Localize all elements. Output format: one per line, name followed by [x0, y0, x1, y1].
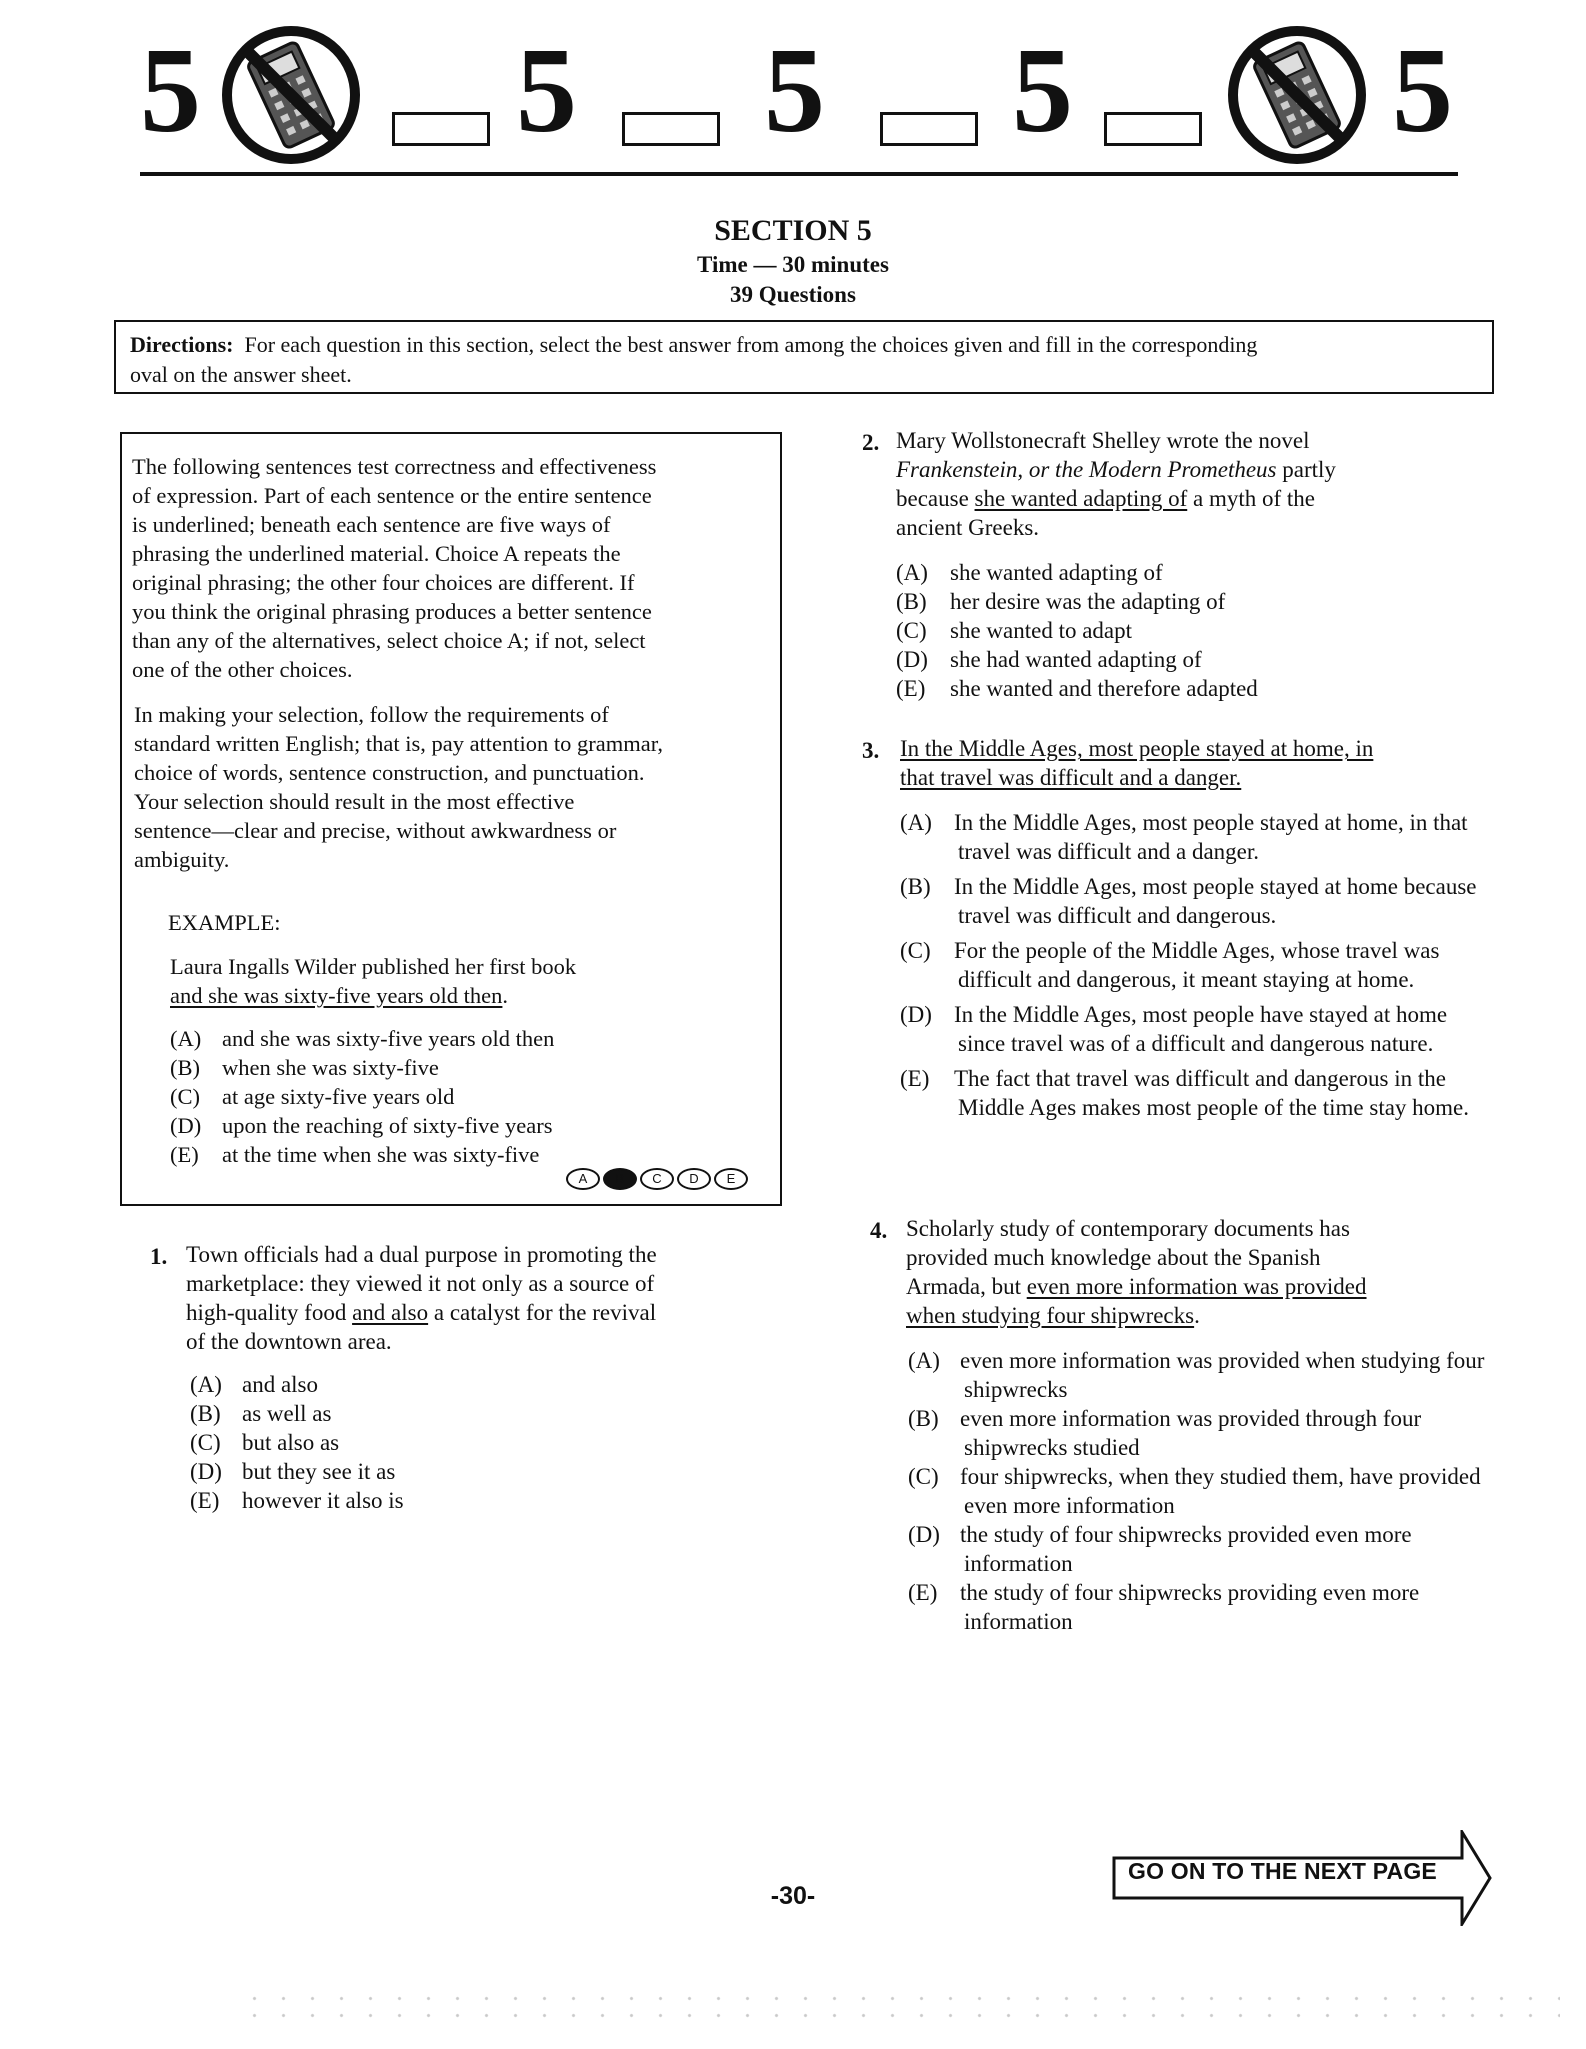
section-question-count: 39 Questions — [730, 282, 856, 307]
question-underlined: she wanted adapting of — [974, 486, 1188, 511]
instructions-paragraph-1 — [132, 452, 656, 684]
novel-title: Frankenstein, or the Modern Prometheus — [896, 457, 1277, 482]
choice-text: the study of four shipwrecks provided even more information — [960, 1522, 1412, 1576]
answer-choice — [900, 1000, 1500, 1058]
instructions-line: you think the original phrasing produces a better sentence — [132, 599, 652, 624]
example-label: EXAMPLE: — [168, 910, 281, 935]
choice-text: but they see it as — [242, 1459, 396, 1484]
choice-label: (A) — [900, 810, 932, 835]
question-text-part: . — [1194, 1303, 1200, 1328]
choice-text: she wanted adapting of — [950, 560, 1163, 585]
choice-text: The fact that travel was difficult and dangerous in the Middle Ages makes most people of the time stay home. — [954, 1066, 1470, 1120]
choice-text: even more information was provided when studying four shipwrecks — [960, 1348, 1485, 1402]
question-text-part: Armada, but — [906, 1274, 1027, 1299]
choice-label: (C) — [908, 1464, 939, 1489]
answer-choice — [908, 1404, 1508, 1462]
choice-label: (B) — [190, 1401, 221, 1426]
choice-label: (E) — [908, 1580, 938, 1605]
choice-label: (C) — [170, 1084, 200, 1109]
choice-label: (B) — [896, 589, 927, 614]
choice-label: (C) — [190, 1430, 221, 1455]
question-underlined: In the Middle Ages, most people stayed at home, in — [900, 736, 1374, 761]
answer-choice — [190, 1428, 404, 1457]
question-line: Mary Wollstonecraft Shelley wrote the novel — [896, 428, 1310, 453]
answer-choice — [896, 558, 1258, 587]
choice-label: (A) — [170, 1026, 202, 1051]
question-line: Town officials had a dual purpose in promoting the — [186, 1242, 657, 1267]
no-calculator-icon — [216, 20, 366, 170]
section-time: Time — 30 minutes — [697, 252, 889, 277]
choice-text: her desire was the adapting of — [950, 589, 1226, 614]
choice-text: For the people of the Middle Ages, whose travel was difficult and dangerous, it meant staying at home. — [954, 938, 1440, 992]
question-line: of the downtown area. — [186, 1329, 392, 1354]
example-choice — [170, 1140, 554, 1169]
choice-label: (D) — [190, 1459, 222, 1484]
choice-label: (D) — [170, 1113, 202, 1138]
question-1-number: 1. — [150, 1244, 168, 1269]
question-line: marketplace: they viewed it not only as a source of — [186, 1271, 655, 1296]
banner-box-3 — [880, 112, 978, 146]
choice-text: she wanted to adapt — [950, 618, 1133, 643]
instructions-line: of expression. Part of each sentence or the entire sentence — [132, 483, 652, 508]
instructions-line: In making your selection, follow the requirements of — [134, 702, 609, 727]
example-choice — [170, 1082, 554, 1111]
question-2-number: 2. — [862, 430, 880, 455]
example-choice — [170, 1111, 554, 1140]
answer-oval-c: C — [640, 1168, 674, 1190]
answer-choice — [900, 936, 1500, 994]
choice-text: four shipwrecks, when they studied them, have provided even more information — [960, 1464, 1481, 1518]
choice-text: and also — [242, 1372, 319, 1397]
answer-choice — [190, 1486, 404, 1515]
example-choice — [170, 1024, 554, 1053]
answer-choice — [896, 616, 1258, 645]
question-4-text — [906, 1214, 1367, 1330]
question-3-choices — [900, 808, 1500, 1122]
choice-text: even more information was provided through four shipwrecks studied — [960, 1406, 1422, 1460]
instructions-line: one of the other choices. — [132, 657, 353, 682]
example-period: . — [502, 983, 509, 1008]
answer-choice — [896, 645, 1258, 674]
choice-text: as well as — [242, 1401, 332, 1426]
section-number-5: 5 — [1392, 23, 1453, 158]
answer-choice — [908, 1520, 1508, 1578]
question-3-text — [900, 734, 1373, 792]
answer-oval-e: E — [714, 1168, 748, 1190]
answer-choice — [900, 872, 1500, 930]
choice-text: when she was sixty-five — [222, 1055, 439, 1080]
choice-text: In the Middle Ages, most people stayed at home because travel was difficult and dangerous. — [954, 874, 1477, 928]
instructions-line: choice of words, sentence construction, and punctuation. — [134, 760, 645, 785]
question-1-choices — [190, 1370, 404, 1515]
question-text-part: a catalyst for the revival — [428, 1300, 657, 1325]
choice-label: (D) — [896, 647, 928, 672]
question-text-part: partly — [1276, 457, 1336, 482]
instructions-paragraph-2 — [134, 700, 663, 874]
answer-oval-a: A — [566, 1168, 600, 1190]
answer-oval-d: D — [677, 1168, 711, 1190]
answer-choice — [900, 1064, 1500, 1122]
choice-label: (E) — [190, 1488, 220, 1513]
question-text-part: a myth of the — [1187, 486, 1315, 511]
answer-oval-b-filled: B — [603, 1168, 637, 1190]
question-line: Scholarly study of contemporary documents has — [906, 1216, 1350, 1241]
choice-text: the study of four shipwrecks providing even more information — [960, 1580, 1420, 1634]
section-title: SECTION 5 — [714, 214, 872, 247]
choice-label: (B) — [900, 874, 931, 899]
choice-label: (D) — [900, 1002, 932, 1027]
choice-label: (C) — [900, 938, 931, 963]
choice-text: however it also is — [242, 1488, 404, 1513]
scan-noise — [240, 1990, 1560, 2030]
header-rule — [140, 172, 1458, 176]
banner-box-2 — [622, 112, 720, 146]
choice-label: (A) — [908, 1348, 940, 1373]
answer-choice — [190, 1370, 404, 1399]
instructions-line: phrasing the underlined material. Choice A repeats the — [132, 541, 621, 566]
example-answer-ovals — [566, 1168, 748, 1190]
choice-text: and she was sixty-five years old then — [222, 1026, 555, 1051]
instructions-line: Your selection should result in the most effective — [134, 789, 575, 814]
example-line: Laura Ingalls Wilder published her first book — [170, 954, 577, 979]
section-number-1: 5 — [140, 23, 201, 158]
question-line: provided much knowledge about the Spanish — [906, 1245, 1321, 1270]
page-number: -30- — [770, 1882, 816, 1910]
instructions-line: is underlined; beneath each sentence are five ways of — [132, 512, 611, 537]
banner-box-4 — [1104, 112, 1202, 146]
directions-label: Directions: — [130, 332, 234, 357]
example-choices — [170, 1024, 554, 1169]
question-3-number: 3. — [862, 738, 880, 763]
answer-choice — [908, 1462, 1508, 1520]
question-2-text — [896, 426, 1336, 542]
choice-text: upon the reaching of sixty-five years — [222, 1113, 553, 1138]
question-2-choices — [896, 558, 1258, 703]
choice-label: (E) — [170, 1142, 199, 1167]
question-underlined: even more information was provided — [1026, 1274, 1367, 1299]
banner-box-1 — [392, 112, 490, 146]
choice-label: (D) — [908, 1522, 940, 1547]
choice-label: (E) — [896, 676, 926, 701]
choice-label: (A) — [190, 1372, 222, 1397]
question-1-text — [186, 1240, 657, 1356]
example-sentence — [170, 952, 576, 1010]
directions-text: For each question in this section, select the best answer from among the choices given and fill in the corresponding — [244, 332, 1258, 357]
answer-choice — [900, 808, 1500, 866]
answer-choice — [896, 587, 1258, 616]
choice-text: In the Middle Ages, most people stayed at home, in that travel was difficult and a danger. — [954, 810, 1468, 864]
instructions-line: ambiguity. — [134, 847, 230, 872]
question-line: ancient Greeks. — [896, 515, 1040, 540]
choice-label: (A) — [896, 560, 928, 585]
section-number-2: 5 — [516, 23, 577, 158]
question-underlined: that travel was difficult and a danger. — [900, 765, 1242, 790]
choice-text: she had wanted adapting of — [950, 647, 1202, 672]
question-text-part: because — [896, 486, 975, 511]
answer-choice — [896, 674, 1258, 703]
instructions-line: The following sentences test correctness and effectiveness — [132, 454, 657, 479]
choice-text: she wanted and therefore adapted — [950, 676, 1258, 701]
answer-choice — [190, 1457, 404, 1486]
instructions-line: sentence—clear and precise, without awkwardness or — [134, 818, 617, 843]
question-underlined: when studying four shipwrecks — [906, 1303, 1195, 1328]
section-number-4: 5 — [1012, 23, 1073, 158]
instructions-line: than any of the alternatives, select choice A; if not, select — [132, 628, 646, 653]
directions-box — [114, 320, 1494, 394]
go-on-next-page-label: GO ON TO THE NEXT PAGE — [1128, 1858, 1437, 1884]
directions-text-2: oval on the answer sheet. — [130, 362, 352, 387]
choice-label: (B) — [908, 1406, 939, 1431]
choice-text: at the time when she was sixty-five — [222, 1142, 540, 1167]
choice-text: at age sixty-five years old — [222, 1084, 455, 1109]
instructions-line: standard written English; that is, pay attention to grammar, — [134, 731, 663, 756]
section-number-3: 5 — [764, 23, 825, 158]
instructions-line: original phrasing; the other four choices are different. If — [132, 570, 635, 595]
question-4-choices — [908, 1346, 1508, 1636]
example-choice — [170, 1053, 554, 1082]
answer-choice — [908, 1578, 1508, 1636]
choice-text: In the Middle Ages, most people have stayed at home since travel was of a difficult and dangerous nature. — [954, 1002, 1448, 1056]
choice-text: but also as — [242, 1430, 340, 1455]
example-underlined: and she was sixty-five years old then — [170, 983, 503, 1008]
choice-label: (B) — [170, 1055, 200, 1080]
choice-label: (E) — [900, 1066, 930, 1091]
answer-choice — [190, 1399, 404, 1428]
question-underlined: and also — [352, 1300, 429, 1325]
no-calculator-icon — [1222, 20, 1372, 170]
question-4-number: 4. — [870, 1218, 888, 1243]
answer-choice — [908, 1346, 1508, 1404]
question-text-part: high-quality food — [186, 1300, 353, 1325]
choice-label: (C) — [896, 618, 927, 643]
